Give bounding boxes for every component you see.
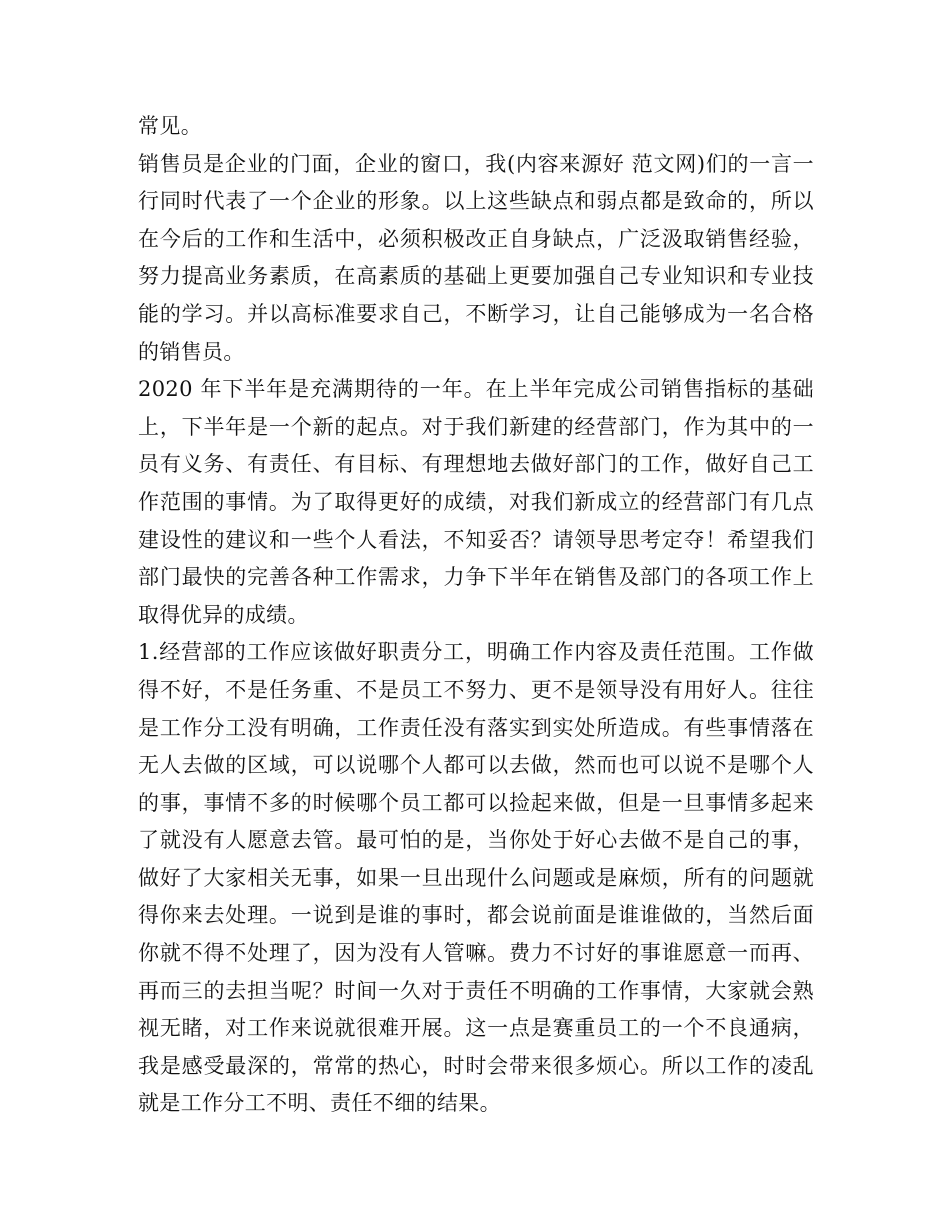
paragraph-second-half-year: 2020 年下半年是充满期待的一年。在上半年完成公司销售指标的基础上，下半年是一个新的起点。对于我们新建的经营部门，作为其中的一员有义务、有责任、有目标、有理想地去做好部门的工作，做好自己工作范围的事情。为了取得更好的成绩，对我们新成立的经营部门有几点建设性的建议和一些个人看法，不知妥否？请领导思考定夺！希望我们部门最快的完善各种工作需求，力争下半年在销售及部门的各项工作上取得优异的成绩。 — [138, 377, 814, 627]
paragraph-item-1-division-of-duties: 1.经营部的工作应该做好职责分工，明确工作内容及责任范围。工作做得不好，不是任务重、不是员工不努力、更不是领导没有用好人。往往是工作分工没有明确，工作责任没有落实到实处所造成。有些事情落在无人去做的区域，可以说哪个人都可以去做，然而也可以说不是哪个人的事，事情不多的时候哪个员工都可以捡起来做，但是一旦事情多起来了就没有人愿意去管。最可怕的是，当你处于好心去做不是自己的事，做好了大家相关无事，如果一旦出现什么问题或是麻烦，所有的问题就得你来去处理。一说到是谁的事时，都会说前面是谁谁做的，当然后面你就不得不处理了，因为没有人管嘛。费力不讨好的事谁愿意一而再、再而三的去担当呢？时间一久对于责任不明确的工作事情，大家就会熟视无睹，对工作来说就很难开展。这一点是赛重员工的一个不良通病，我是感受最深的，常常的热心，时时会带来很多烦心。所以工作的凌乱就是工作分工不明、责任不细的结果。 — [138, 640, 814, 1116]
document-page — [138, 108, 814, 1123]
paragraph-salesperson-image: 销售员是企业的门面，企业的窗口，我(内容来源好 范文网)们的一言一行同时代表了一个企业的形象。以上这些缺点和弱点都是致命的，所以在今后的工作和生活中，必须积极改正自身缺点，广泛汲取销售经验，努力提高业务素质，在高素质的基础上更要加强自己专业知识和专业技能的学习。并以高标准要求自己，不断学习，让自己能够成为一名合格的销售员。 — [138, 151, 814, 364]
paragraph-continuation: 常见。 — [138, 114, 203, 138]
